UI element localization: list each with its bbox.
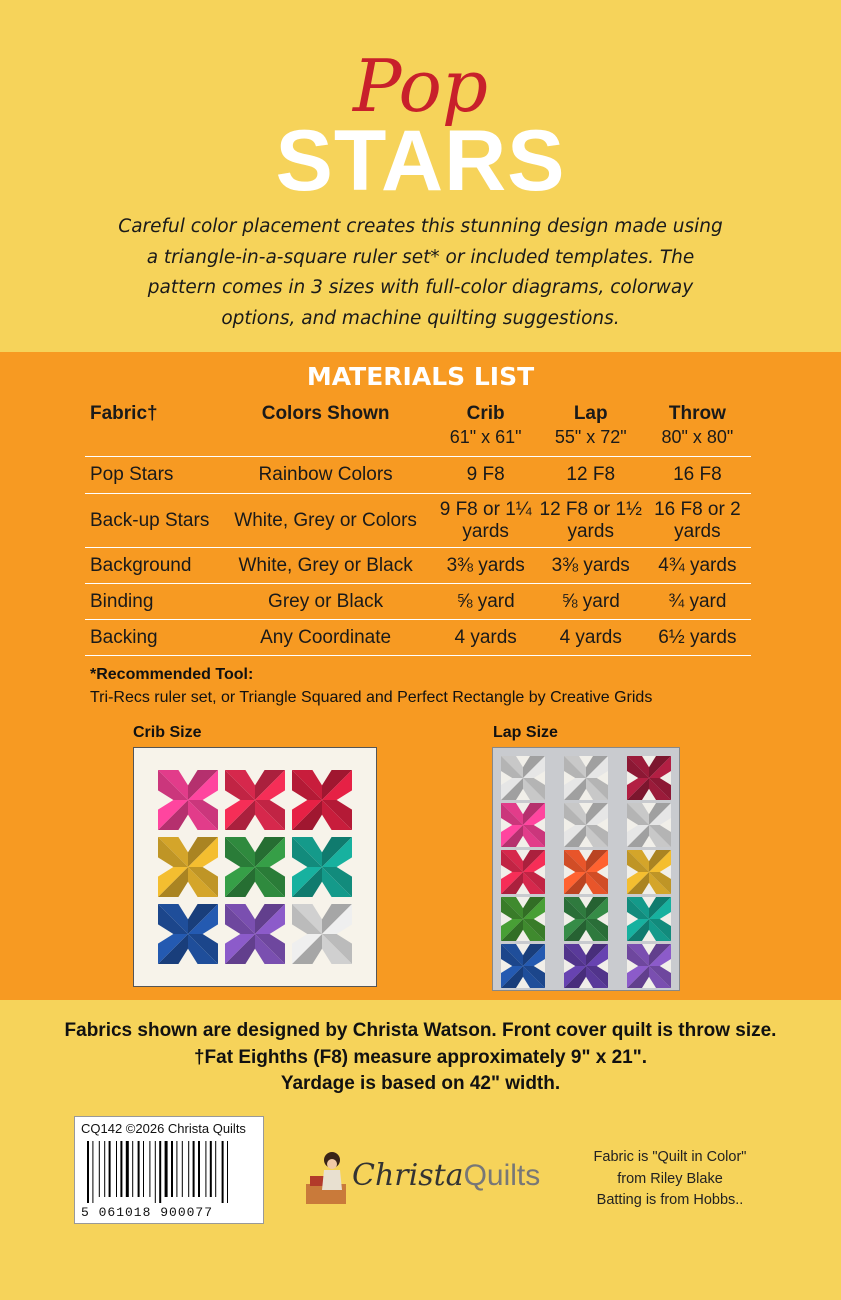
barcode-bar (159, 1141, 161, 1203)
credit-line: Batting is from Hobbs.. (596, 1192, 744, 1208)
quilt-star-block (564, 803, 608, 847)
crib-quilt-drawing (134, 748, 376, 986)
quilt-star-block (627, 897, 671, 941)
title-stars: STARS (275, 113, 566, 209)
notes (0, 1018, 841, 1098)
table-row: Back-up Stars White, Grey or Colors 9 F8 or 1¼ yards 12 F8 or 1½ yards 16 F8 or 2 yards (85, 494, 751, 548)
logo-text: ChristaQuilts (352, 1158, 541, 1193)
note-fat-eighths: †Fat Eighths (F8) measure approximately 9" x 21". (193, 1046, 648, 1068)
quilt-star-block (292, 770, 352, 830)
recommended-heading: *Recommended Tool: (90, 666, 254, 683)
quilt-star-block (292, 837, 352, 897)
sewing-girl-icon (302, 1150, 350, 1208)
barcode-bar (182, 1141, 183, 1197)
quilt-star-block (501, 850, 545, 894)
credit-text (575, 1147, 765, 1212)
table-row: Background White, Grey or Black 3⅜ yards 3⅜ yards 4¾ yards (85, 548, 751, 584)
barcode-bar (205, 1141, 206, 1197)
barcode-bar (92, 1141, 93, 1203)
quilt-star-block (292, 904, 352, 964)
quilt-star-block (501, 756, 545, 800)
barcode-bar (99, 1141, 100, 1197)
barcode-bar (188, 1141, 189, 1197)
barcode-bar (109, 1141, 111, 1197)
col-fabric: Fabric† (85, 397, 218, 457)
note-fabrics: Fabrics shown are designed by Christa Watson. Front cover quilt is throw size. (64, 1020, 777, 1041)
col-throw: Throw 80" x 80" (644, 397, 751, 457)
barcode-bar (155, 1141, 156, 1203)
barcode-bars (87, 1141, 253, 1203)
table-row: Backing Any Coordinate 4 yards 4 yards 6½ yards (85, 620, 751, 656)
quilt-star-block (627, 803, 671, 847)
quilt-star-block (627, 756, 671, 800)
quilt-star-block (564, 756, 608, 800)
quilt-star-block (158, 904, 218, 964)
quilt-star-block (564, 944, 608, 988)
barcode-bar (227, 1141, 228, 1203)
lap-size-label: Lap Size (493, 724, 558, 741)
barcode-bar (120, 1141, 122, 1197)
col-crib: Crib 61" x 61" (434, 397, 538, 457)
barcode-bar (198, 1141, 200, 1197)
quilt-star-block (501, 944, 545, 988)
barcode-bar (143, 1141, 144, 1197)
barcode-bar (222, 1141, 224, 1203)
barcode-box (74, 1116, 264, 1224)
note-yardage: Yardage is based on 42" width. (280, 1073, 561, 1094)
barcode-bar (138, 1141, 140, 1197)
materials-table (85, 397, 751, 656)
crib-size-label: Crib Size (133, 724, 202, 741)
quilt-star-block (225, 837, 285, 897)
col-colors: Colors Shown (218, 397, 434, 457)
barcode-bar (126, 1141, 129, 1197)
barcode-bar (149, 1141, 150, 1197)
barcode-bar (87, 1141, 89, 1203)
intro-text: Careful color placement creates this stunning design made using a triangle-in-a-square ruler set* or included templates. The pattern comes in 3 sizes with full-color diagrams, colorway options, and machine quilting suggestions. (118, 216, 723, 329)
title-pop: Pop (353, 44, 488, 128)
barcode-bar (116, 1141, 117, 1197)
crib-quilt-image (133, 747, 377, 987)
col-lap: Lap 55" x 72" (538, 397, 644, 457)
barcode-bar (171, 1141, 173, 1197)
materials-heading: MATERIALS LIST (306, 362, 535, 391)
quilt-star-block (564, 897, 608, 941)
lap-quilt-drawing (493, 748, 679, 990)
barcode-bar (193, 1141, 195, 1197)
barcode-code-line: CQ142 ©2026 Christa Quilts (81, 1121, 246, 1136)
barcode-bar (215, 1141, 216, 1197)
credit-line: from Riley Blake (617, 1170, 723, 1187)
quilt-star-block (225, 770, 285, 830)
barcode-number: 5 061018 900077 (81, 1205, 214, 1220)
barcode-bar (210, 1141, 212, 1197)
quilt-star-block (564, 850, 608, 894)
quilt-star-block (501, 803, 545, 847)
barcode-bar (104, 1141, 105, 1197)
credit-line: Fabric is "Quilt in Color" (593, 1149, 747, 1165)
barcode-bar (176, 1141, 177, 1197)
table-row: Pop Stars Rainbow Colors 9 F8 12 F8 16 F8 (85, 457, 751, 494)
quilt-star-block (158, 837, 218, 897)
quilt-star-block (225, 904, 285, 964)
barcode-bar (165, 1141, 168, 1197)
lap-quilt-image (492, 747, 680, 991)
table-row: Binding Grey or Black ⅝ yard ⅝ yard ¾ yard (85, 584, 751, 620)
recommended-text: Tri-Recs ruler set, or Triangle Squared and Perfect Rectangle by Creative Grids (90, 689, 653, 706)
barcode-bar (132, 1141, 133, 1197)
quilt-star-block (627, 850, 671, 894)
quilt-star-block (158, 770, 218, 830)
christa-quilts-logo (300, 1150, 550, 1210)
quilt-star-block (501, 897, 545, 941)
quilt-star-block (627, 944, 671, 988)
